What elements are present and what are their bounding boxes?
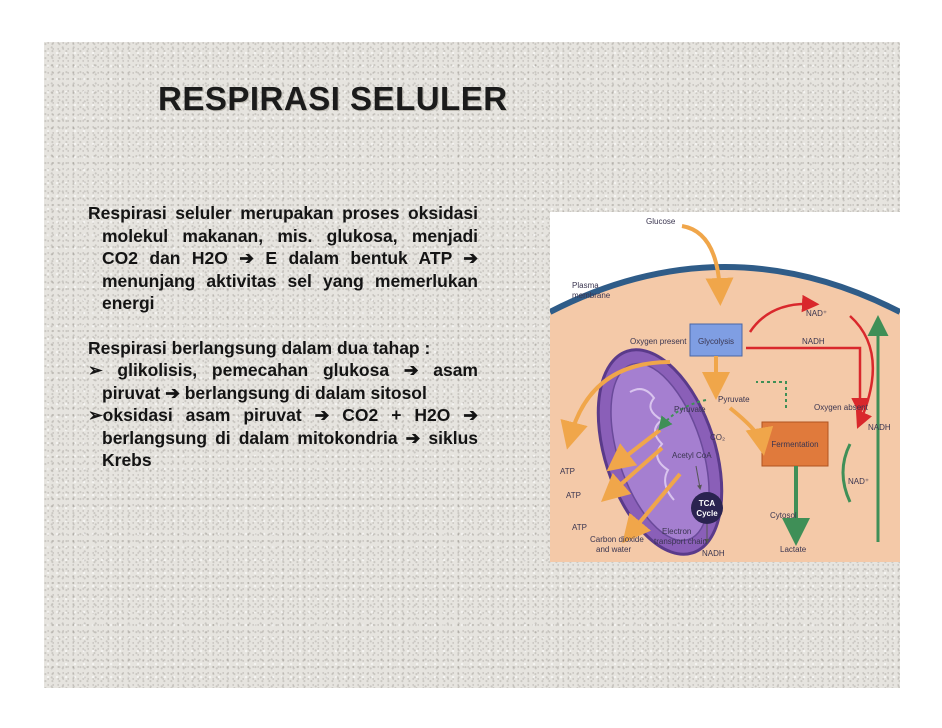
co2-label: CO₂	[710, 433, 726, 442]
acetyl-coa-label: Acetyl CoA	[672, 451, 712, 460]
atp-label-2: ATP	[566, 491, 581, 500]
oxygen-absent-label: Oxygen absent	[814, 403, 868, 412]
cell-respiration-diagram	[550, 212, 900, 562]
nadh-label: NADH	[802, 337, 825, 346]
pyruvate-label-inner: Pyruvate	[674, 405, 706, 414]
electron-label-2: transport chain	[654, 537, 707, 546]
paragraph-stages: Respirasi berlangsung dalam dua tahap :	[88, 337, 431, 358]
pyruvate-label: Pyruvate	[718, 395, 750, 404]
nadh-label-right: NADH	[868, 423, 891, 432]
bullet-glycolysis-text: glikolisis, pemecahan glukosa ➔ asam piruvat ➔ berlangsung di dalam sitosol	[102, 360, 478, 403]
tca-label: TCA	[698, 499, 716, 508]
fermentation-label: Fermentation	[771, 440, 819, 449]
glycolysis-label: Glycolysis	[697, 337, 735, 346]
bullet-marker: ➢	[88, 405, 103, 425]
cytosol-label: Cytosol	[770, 511, 797, 520]
plasma-label: Plasma	[572, 281, 599, 290]
slide	[44, 42, 900, 688]
bullet-marker: ➢	[88, 360, 103, 380]
electron-label-1: Electron	[662, 527, 692, 536]
co2-water-label-1: Carbon dioxide	[590, 535, 644, 544]
oxygen-present-label: Oxygen present	[630, 337, 687, 346]
diagram-svg	[550, 212, 900, 562]
atp-label-1: ATP	[560, 467, 575, 476]
bullet-oxidation-text: oksidasi asam piruvat ➔ CO2 + H2O ➔ berlangsung di dalam mitokondria ➔ siklus Krebs	[102, 405, 478, 470]
paragraph-definition: Respirasi seluler merupakan proses oksidasi molekul makanan, mis. glukosa, menjadi CO2 dan H2O ➔ E dalam bentuk ATP ➔ menunjang aktivitas sel yang memerlukan energi	[88, 203, 478, 313]
slide-title: RESPIRASI SELULER	[158, 80, 508, 117]
tca-label-2: Cycle	[696, 509, 718, 518]
nad-plus-label: NAD⁺	[806, 309, 828, 318]
slide-body	[88, 202, 478, 472]
nad-plus-label-right: NAD⁺	[848, 477, 870, 486]
bullet-oxidation	[88, 404, 478, 472]
membrane-label: membrane	[572, 291, 611, 300]
lactate-label: Lactate	[780, 545, 807, 554]
nadh-label-inner: NADH	[702, 549, 725, 558]
bullet-glycolysis	[88, 359, 478, 404]
atp-label-3: ATP	[572, 523, 587, 532]
co2-water-label-2: and water	[596, 545, 632, 554]
tca-cycle	[691, 492, 723, 524]
glucose-label: Glucose	[646, 217, 676, 226]
